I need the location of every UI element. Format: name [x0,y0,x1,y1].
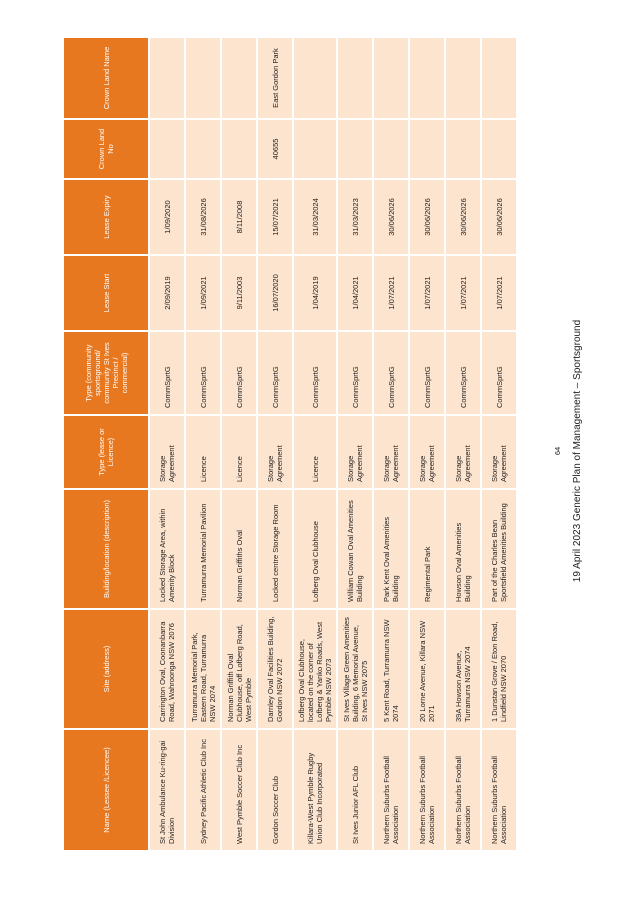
table-cell [222,38,256,118]
table-cell: Storage Agreement [258,416,292,488]
table-cell [410,38,444,118]
table-cell: 16/07/2020 [258,256,292,330]
table-cell: 1 Dunstan Grove / Eton Road, Lindfield NSW 2070 [482,610,516,728]
table-cell: Storage Agreement [338,416,372,488]
table-cell: Gordon Soccer Club [258,730,292,850]
table-cell: Park Kent Oval Amenities Building [374,490,408,608]
table-cell [338,38,372,118]
table-cell: East Gordon Park [258,38,292,118]
table-cell: Part of the Charles Bean Sportsfield Amenities Building [482,490,516,608]
column-header: Type (community sportsground/ community St Ives Precinct / commercial) [64,332,148,414]
table-cell: 39A Howson Avenue, Turramurra NSW 2074 [446,610,480,728]
table-cell: 1/07/2021 [410,256,444,330]
table-row [186,38,220,850]
table-cell [186,38,220,118]
column-header: Type (lease or Licence) [64,416,148,488]
table-row [374,38,408,850]
table-cell: Carrington Oval, Coonanbarra Road, Wahroonga NSW 2076 [150,610,184,728]
table-cell: Darnley Oval Facilities Building, Gordon NSW 2072 [258,610,292,728]
table-cell: CommSprtG [186,332,220,414]
table-cell: Sydney Pacific Athletic Club Inc [186,730,220,850]
table-cell: 1/04/2021 [338,256,372,330]
table-cell: Turramurra Memorial Pavilion [186,490,220,608]
column-header: Name (Lessee /Licencee) [64,730,148,850]
table-cell [338,120,372,178]
table-cell: Licence [186,416,220,488]
table-cell: St Ives Junior AFL Club [338,730,372,850]
table-cell: CommSprtG [294,332,336,414]
table-cell: 31/03/2024 [294,180,336,254]
table-cell: Locked centre Storage Room [258,490,292,608]
table-cell [294,120,336,178]
table-cell [186,120,220,178]
table-cell: Storage Agreement [374,416,408,488]
table-cell: CommSprtG [410,332,444,414]
table-cell [482,38,516,118]
table-cell [374,38,408,118]
table-cell: Storage Agreement [410,416,444,488]
table-row [150,38,184,850]
table-cell: 31/08/2026 [186,180,220,254]
table-row [294,38,336,850]
table-cell: William Cowan Oval Amenities Building [338,490,372,608]
table-cell: St John Ambulance Ku-ring-gai Division [150,730,184,850]
table-cell: CommSprtG [150,332,184,414]
table-cell: CommSprtG [482,332,516,414]
table-cell: CommSprtG [258,332,292,414]
column-header: Crown Land Name [64,38,148,118]
table-row [446,38,480,850]
table-cell: Licence [294,416,336,488]
table-cell: 31/03/2023 [338,180,372,254]
table-cell: Lofberg Oval Clubhouse [294,490,336,608]
lease-table-container [62,42,518,852]
table-header-row [64,38,148,850]
table-cell: 30/06/2026 [446,180,480,254]
table-body [150,38,516,850]
table-cell: Licence [222,416,256,488]
table-cell [410,120,444,178]
table-cell: Locked Storage Area, within Amenity Block [150,490,184,608]
table-cell: 30/06/2026 [410,180,444,254]
table-cell [150,38,184,118]
table-cell: Lofberg Oval Clubhouse, located on the corner of Lofberg & Yanko Roads, West Pymble NSW 2073 [294,610,336,728]
table-cell: 1/07/2021 [482,256,516,330]
table-cell: 8/11/2008 [222,180,256,254]
table-cell: CommSprtG [374,332,408,414]
table-cell [482,120,516,178]
table-cell: 1/07/2021 [374,256,408,330]
table-cell [374,120,408,178]
column-header: Lease Expiry [64,180,148,254]
table-cell [446,38,480,118]
table-cell: Storage Agreement [482,416,516,488]
table-cell: 30/06/2026 [374,180,408,254]
table-cell: 20 Lorne Avenue, Killara NSW 2071 [410,610,444,728]
table-cell [446,120,480,178]
table-cell [150,120,184,178]
table-cell: West Pymble Soccer Club Inc [222,730,256,850]
table-cell: CommSprtG [338,332,372,414]
table-cell: Storage Agreement [150,416,184,488]
table-cell: Norman Griffith Oval Clubhouse, off Lofberg Road, West Pymble [222,610,256,728]
table-row [482,38,516,850]
table-cell: Northern Suburbs Football Association [482,730,516,850]
page-number: 64 [553,446,562,456]
table-cell: 1/07/2021 [446,256,480,330]
table-cell: 2/09/2019 [150,256,184,330]
table-cell: 30/06/2026 [482,180,516,254]
table-cell: CommSprtG [446,332,480,414]
table-cell: Northern Suburbs Football Association [446,730,480,850]
table-cell: Northern Suburbs Football Association [374,730,408,850]
table-cell: 15/07/2021 [258,180,292,254]
table-row [410,38,444,850]
table-cell: St Ives Village Green Amenities Building, 6 Memorial Avenue, St Ives NSW 2075 [338,610,372,728]
table-row [338,38,372,850]
table-cell: Turramurra Memorial Park, Eastern Road, Turramurra NSW 2074 [186,610,220,728]
table-row [258,38,292,850]
table-cell: Norman Griffiths Oval [222,490,256,608]
document-footer: 19 April 2023 Generic Plan of Management – Sportsground [572,319,583,583]
lease-licence-table [62,36,518,852]
table-cell [222,120,256,178]
table-cell: 5 Kent Road, Turramurra NSW 2074 [374,610,408,728]
table-cell: Storage Agreement [446,416,480,488]
table-row [222,38,256,850]
table-cell: CommSprtG [222,332,256,414]
table-cell: 9/11/2003 [222,256,256,330]
table-cell: 1/09/2020 [150,180,184,254]
table-cell [294,38,336,118]
table-cell: 1/04/2019 [294,256,336,330]
table-cell: 40655 [258,120,292,178]
column-header: Crown Land No [64,120,148,178]
column-header: Building/location (description) [64,490,148,608]
column-header: Lease Start [64,256,148,330]
column-header: Site (address) [64,610,148,728]
table-cell: Regimental Park [410,490,444,608]
table-cell: 1/09/2021 [186,256,220,330]
table-cell: Howson Oval Amenities Building [446,490,480,608]
table-cell: Northern Suburbs Football Association [410,730,444,850]
table-cell: Killara-West Pymble Rugby Union Club Incorporated [294,730,336,850]
